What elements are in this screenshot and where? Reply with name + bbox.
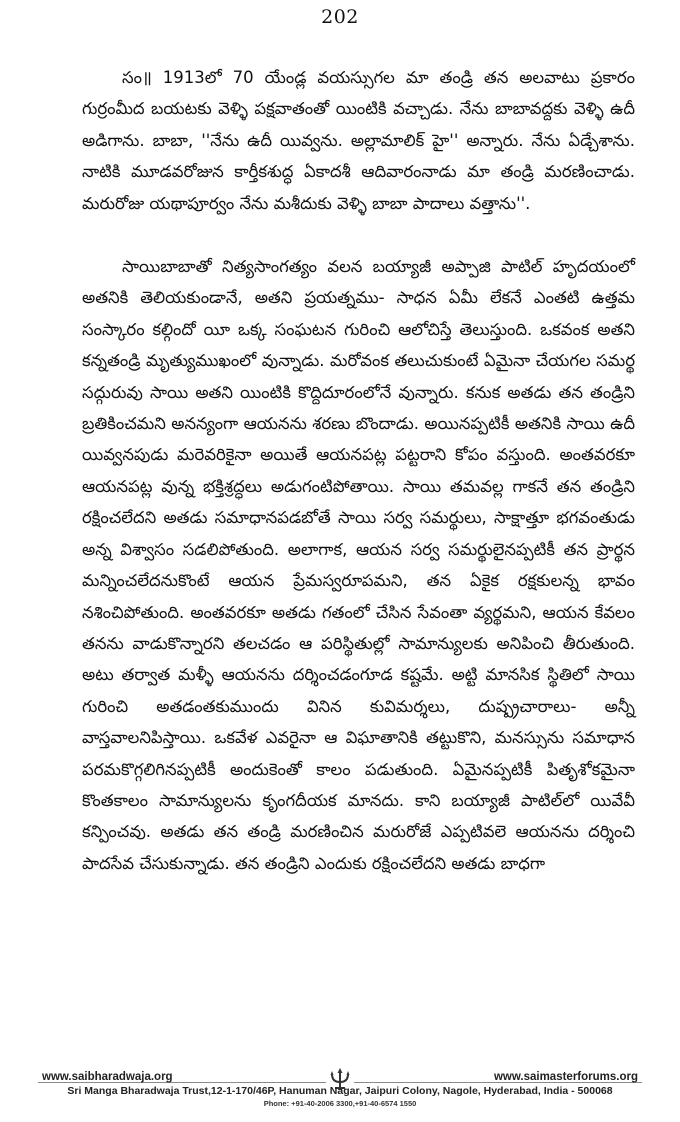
paragraph-1: సం॥ 1913లో 70 యేండ్ల వయస్సుగల మా తండ్రి తన అలవాటు ప్రకారం గుర్రంమీద బయటకు వెళ్ళి పక్షవాతంతో యింటికి వచ్చాడు. నేను బాబావద్దకు వెళ్ళి ఉదీ అడిగాను. బాబా, ''నేను ఉదీ యివ్వను. అల్లామాలిక్ హై'' అన్నారు. నేను ఏడ్చేశాను. నాటికి మూడవరోజున కార్తీకశుద్ధ ఏకాదశీ ఆదివారంనాడు మా తండ్రి మరణించాడు. మరురోజు యథాపూర్వం నేను మశీదుకు వెళ్ళి బాబా పాదాలు వత్తాను''. [82,68,635,213]
page-number: 202 [321,6,359,28]
body-text [82,62,635,879]
footer-address: Sri Manga Bharadwaja Trust,12-1-170/46P, Hanuman Nagar, Jaipuri Colony, Nagole, Hyderabad, India - 500068 [67,1085,613,1097]
footer-link-saibharadwaja[interactable]: www.saibharadwaja.org [42,1071,173,1083]
paragraph-2: సాయిబాబాతో నిత్యసాంగత్యం వలన బయ్యాజీ అప్పాజి పాటిల్ హృదయంలో అతనికి తెలియకుండానే, అతని ప్రయత్నము- సాధన ఏమీ లేకనే ఎంతటి ఉత్తమ సంస్కారం కల్గిందో యీ ఒక్క సంఘటన గురించి ఆలోచిస్తే తెలుస్తుంది. ఒకవంక అతని కన్నతండ్రి మృత్యుముఖంలో వున్నాడు. మరోవంక తలుచుకుంటే ఏమైనా చేయగల సమర్థ సద్గురువు సాయి అతని యింటికి కొద్దిదూరంలోనే వున్నారు. కనుక అతడు తన తండ్రిని బ్రతికించమని అనన్యంగా ఆయనను శరణు బొందాడు. అయినప్పటికీ అతనికి సాయి ఉదీ యివ్వనపుడు మరెవరికైనా అయితే ఆయనపట్ల పట్టరాని కోపం వస్తుంది. అంతవరకూ ఆయనపట్ల వున్న భక్తిశ్రద్ధలు అడుగంటిపోతాయి. సాయి తమవల్ల గాకనే తన తండ్రిని రక్షించలేదని అతడు సమాధానపడబోతే సాయి సర్వ సమర్థులు, సాక్షాత్తూ భగవంతుడు అన్న విశ్వాసం సడలిపోతుంది. అలాగాక, ఆయన సర్వ సమర్థులైనప్పటికీ తన ప్రార్థన మన్నించలేదనుకొంటే ఆయన ప్రేమస్వరూపమని, తన ఏకైక రక్షకులన్న భావం నశించిపోతుంది. అంతవరకూ అతడు గతంలో చేసిన సేవంతా వ్యర్థమని, ఆయన కేవలం తనను వాడుకొన్నారని తలచడం ఆ పరిస్థితుల్లో సామాన్యులకు అనిపించి తీరుతుంది. అటు తర్వాత మళ్ళీ ఆయనను దర్శించడంగూడ కష్టమే. అట్టి మానసిక స్థితిలో సాయి గురించి అతడంతకుముందు వినిన కువిమర్శలు, దుష్ప్రచారాలు- అన్నీ వాస్తవాలనిపిస్తాయి. ఒకవేళ ఎవరైనా ఆ విఘాతానికి తట్టుకొని, మనస్సును సమాధాన పరమకొగ్గలిగినప్పటికీ అందుకెంతో కాలం పడుతుంది. ఏమైనప్పటికీ పితృశోకమైనా కొంతకాలం సామాన్యులను కృంగదీయక మానదు. కాని బయ్యాజీ పాటిల్‌లో యివేవీ కన్పించవు. అతడు తన తండ్రి మరణించిన మరురోజే ఎప్పటివలె ఆయనను దర్శించి పాదసేవ చేసుకున్నాడు. తన తండ్రిని ఎందుకు రక్షించలేదని అతడు బాధగా [82,257,635,873]
footer-phone: Phone: +91-40-2006 3300,+91-40-6574 1550 [263,1099,417,1108]
page-footer [0,1068,680,1122]
footer-link-saimasterforums[interactable]: www.saimasterforums.org [493,1071,638,1083]
